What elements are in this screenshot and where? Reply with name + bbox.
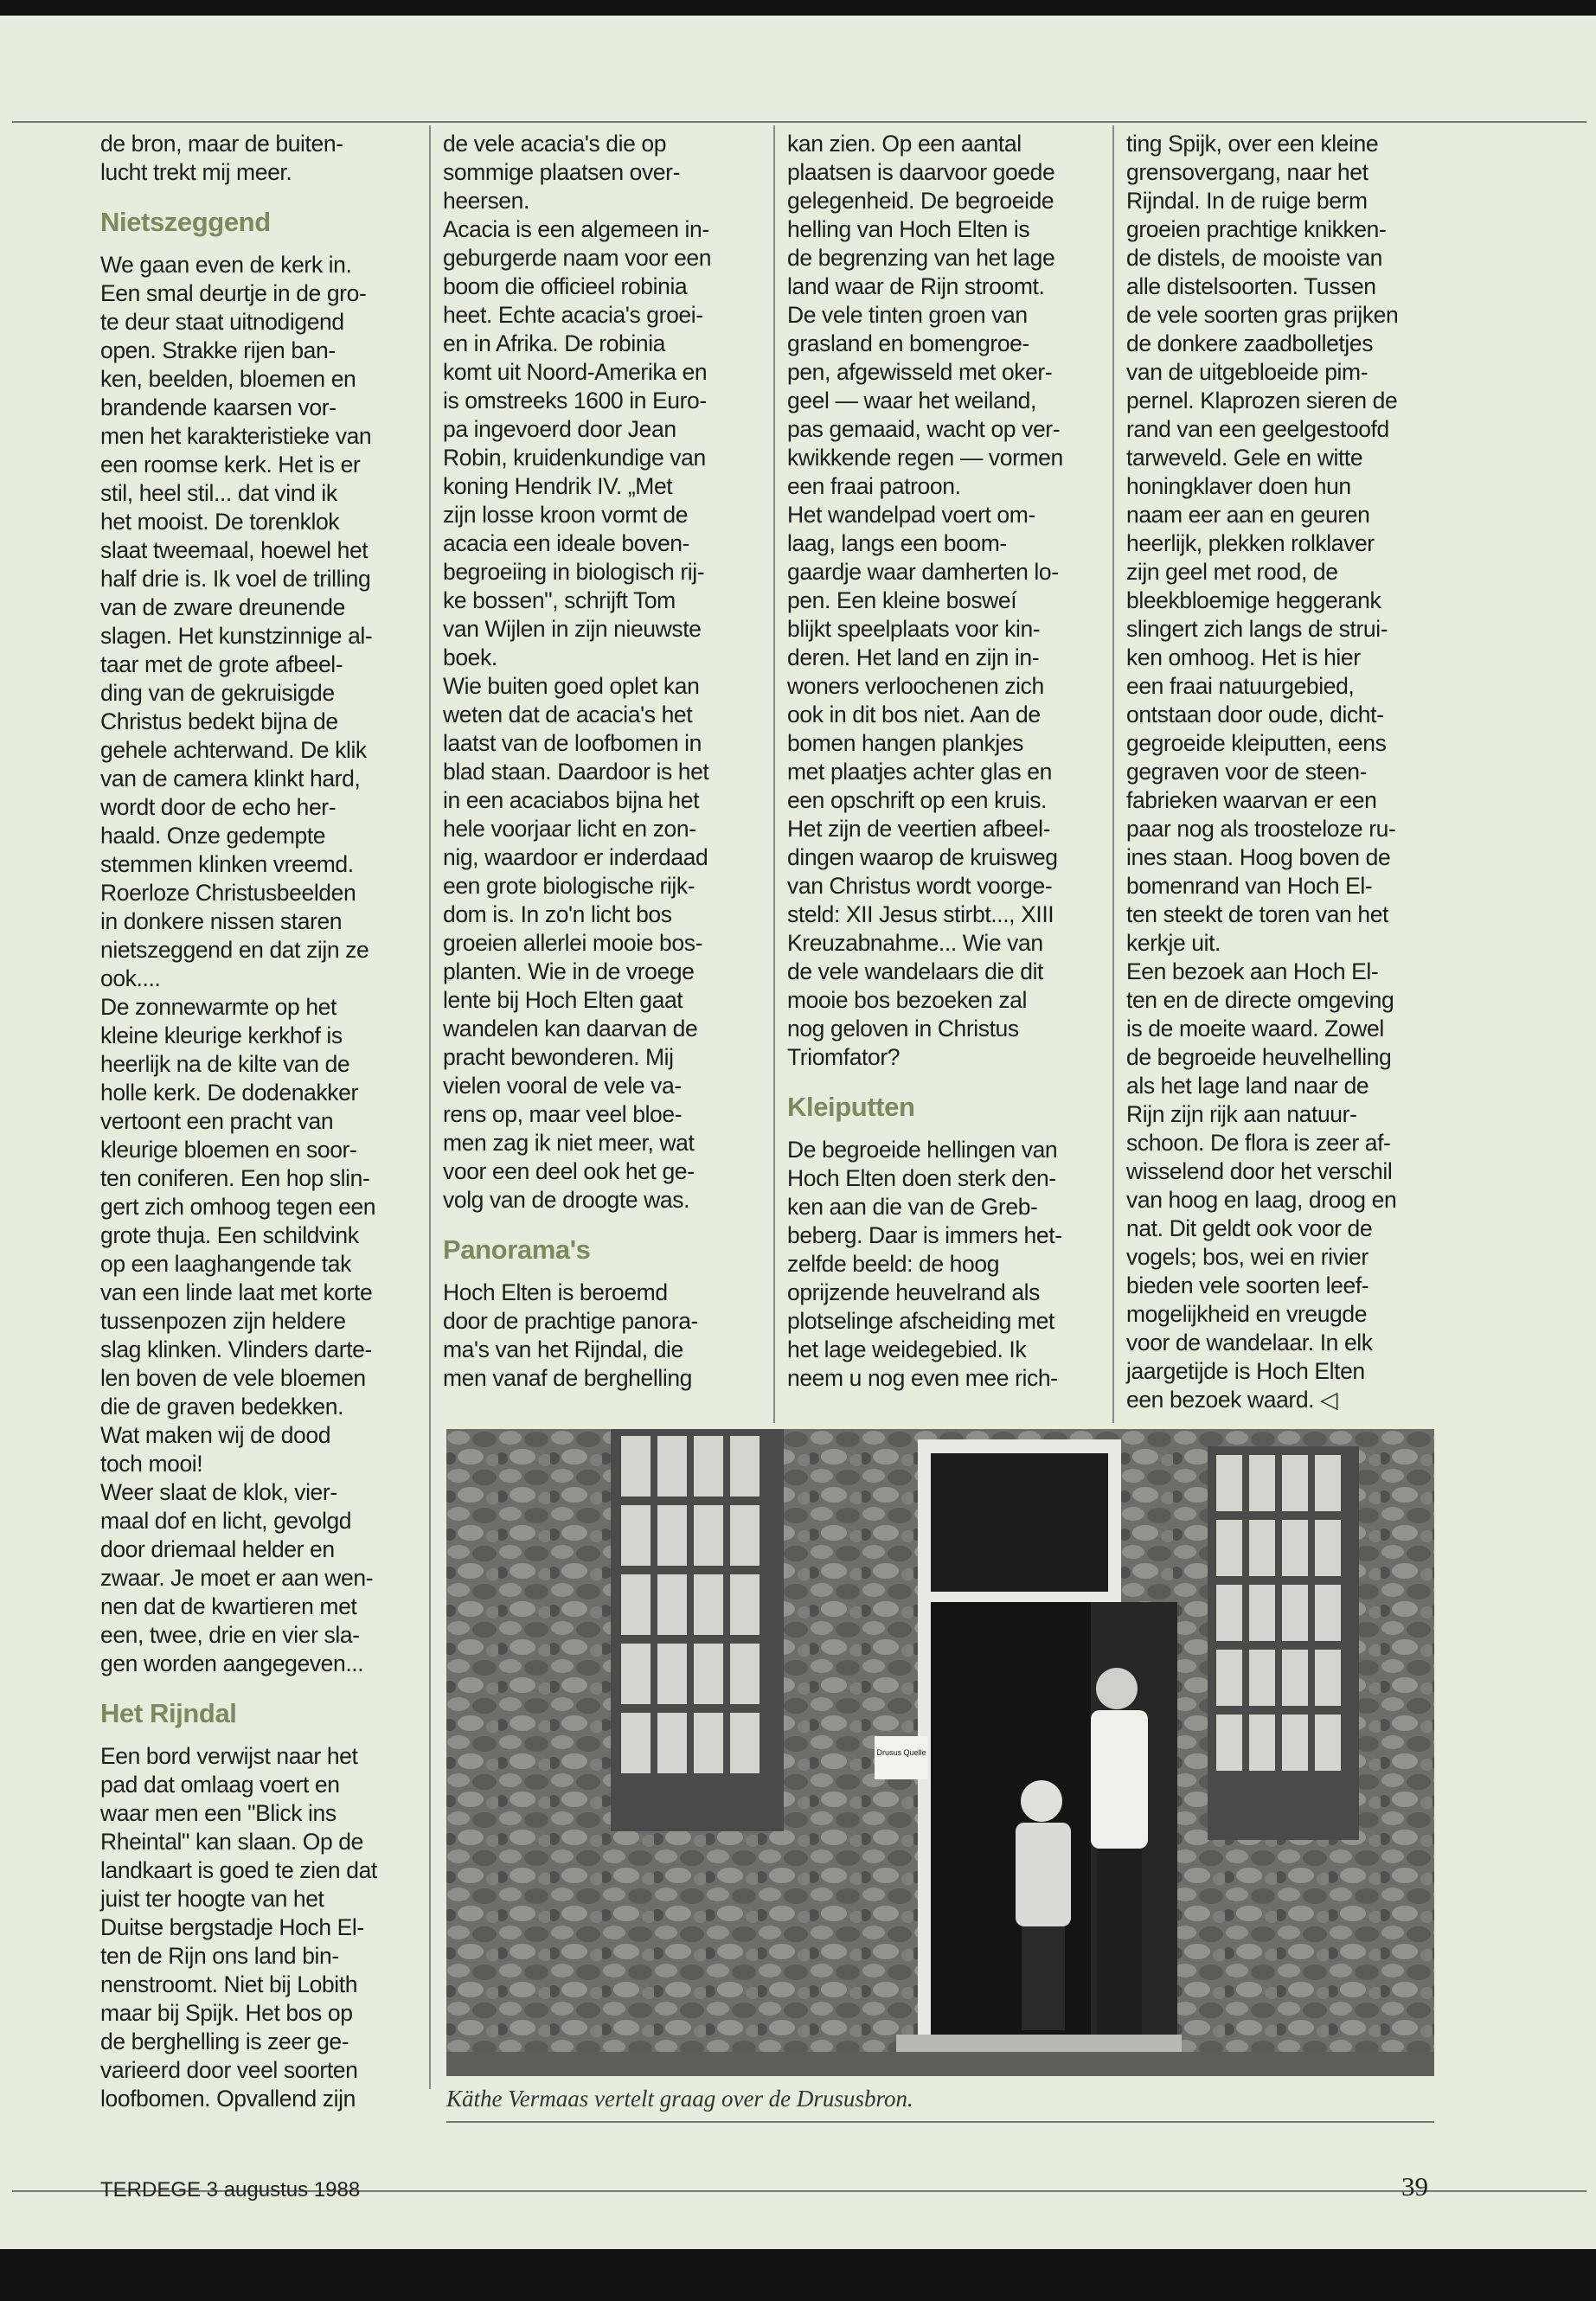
article-column-3 <box>787 130 1094 1393</box>
article-paragraph: Wie buiten goed oplet kan weten dat de acacia's het laatst van de loofbomen in blad staan. Daardoor is het in een acaciabos bijna het hele voorjaar licht en zon- nig, waardoor er inderdaad een grote biologische rijk- dom is. In zo'n licht bos groeien allerlei mooie bos- planten. Wie in de vroege lente bij Hoch Elten gaat wandelen kan daarvan de pracht bewonderen. Mij vielen vooral de vele va- rens op, maar veel bloe- men zag ik niet meer, wat voor een deel ook het ge- volg van de droogte was. <box>443 673 709 1213</box>
article-column-4 <box>1126 130 1438 1414</box>
scan-top-border <box>0 0 1596 16</box>
article-paragraph: De begroeide hellingen van Hoch Elten doen sterk den- ken aan die van de Greb- beberg. Daar is immers het- zelfde beeld: de hoog oprijzende heuvelrand als plotselinge afscheiding met het lage weidegebied. Ik neem u nog even mee rich- <box>787 1137 1062 1391</box>
article-paragraph: We gaan even de kerk in. Een smal deurtje in de gro- te deur staat uitnodigend open. Strakke rijen ban- ken, beelden, bloemen en brandende kaarsen vor- men het karakteristieke van een roomse kerk. Het is er stil, heel stil... dat vind ik het mooist. De torenklok slaat tweemaal, hoewel het half drie is. Ik voel de trilling van de zware dreunende slagen. Het kunstzinnige al- taar met de grote afbeel- ding van de gekruisigde Christus bedekt bijna de gehele achterwand. De klik van de camera klinkt hard, wordt door de echo her- haald. Onze gedempte stemmen klinken vreemd. Roerloze Christusbeelden in donkere nissen staren nietszeggend en dat zijn ze ook.... <box>100 252 373 991</box>
article-column-1 <box>100 130 416 2113</box>
photo-caption: Käthe Vermaas vertelt graag over de Drususbron. <box>446 2083 1434 2123</box>
column-rule <box>1112 125 1114 1423</box>
section-heading: Panorama's <box>443 1234 591 1265</box>
article-paragraph: Hoch Elten is beroemd door de prachtige panora- ma's van het Rijndal, die men vanaf de berghelling <box>443 1279 698 1391</box>
article-paragraph: de bron, maar de buiten- lucht trekt mij meer. <box>100 131 343 185</box>
photo-illustration <box>446 1429 1434 2076</box>
article-paragraph: kan zien. Op een aantal plaatsen is daarvoor goede gelegenheid. De begroeide helling van Hoch Elten is de begrenzing van het lage land waar de Rijn stroomt. De vele tinten groen van grasland en bomengroe- pen, afgewisseld met oker- geel — waar het weiland, pas gemaaid, wacht op ver- kwikkende regen — vormen een fraai patroon. <box>787 131 1063 499</box>
scan-bottom-border <box>0 2249 1596 2301</box>
doorway-sign-text: Drusus Quelle <box>876 1748 926 1757</box>
publication-footer: TERDEGE 3 augustus 1988 <box>100 2178 361 2202</box>
article-paragraph: de vele acacia's die op sommige plaatsen over- heersen. <box>443 131 680 214</box>
section-heading: Het Rijndal <box>100 1698 237 1728</box>
column-rule <box>429 125 431 2089</box>
article-paragraph: De zonnewarmte op het kleine kleurige kerkhof is heerlijk na de kilte van de holle kerk. De dodenakker vertoont een pracht van kleurige bloemen en soor- ten coniferen. Een hop slin- gert zich omhoog tegen een grote thuja. Een schildvink op een laaghangende tak van een linde laat met korte tussenpozen zijn heldere slag klinken. Vlinders darte- len boven de vele bloemen die de graven bedekken. Wat maken wij de dood toch mooi! <box>100 994 376 1477</box>
column-rule <box>773 125 775 1423</box>
article-paragraph: Acacia is een algemeen in- geburgerde naam voor een boom die officieel robinia heet. Echte acacia's groei- en in Afrika. De robinia komt uit Noord-Amerika en is omstreeks 1600 in Euro- pa ingevoerd door Jean Robin, kruidenkundige van koning Hendrik IV. „Met zijn losse kroon vormt de acacia een ideale boven- begroeiing in biologisch rij- ke bossen", schrijft Tom van Wijlen in zijn nieuwste boek. <box>443 216 712 670</box>
article-column-2 <box>443 130 763 1393</box>
article-paragraph: Een bezoek aan Hoch El- ten en de directe omgeving is de moeite waard. Zowel de begroeide heuvelhelling als het lage land naar de Rijn zijn rijk aan natuur- schoon. De flora is zeer af- wisselend door het verschil van hoog en laag, droog en nat. Dit geldt ook voor de vogels; bos, wei en rivier bieden vele soorten leef- mogelijkheid en vreugde voor de wandelaar. In elk jaargetijde is Hoch Elten een bezoek waard. ◁ <box>1126 958 1397 1413</box>
section-heading: Nietszeggend <box>100 207 271 237</box>
page-number: 39 <box>1401 2171 1428 2202</box>
section-heading: Kleiputten <box>787 1092 915 1122</box>
article-paragraph: ting Spijk, over een kleine grensovergang, naar het Rijndal. In de ruige berm groeien prachtige knikken- de distels, de mooiste van alle distelsoorten. Tussen de vele soorten gras prijken de donkere zaadbolletjes van de uitgebloeide pim- pernel. Klaprozen sieren de rand van een geelgestoofd tarweveld. Gele en witte honingklaver doen hun naam eer aan en geuren heerlijk, plekken rolklaver zijn geel met rood, de bleekbloemige heggerank slingert zich langs de strui- ken omhoog. Het is hier een fraai natuurgebied, ontstaan door oude, dicht- gegroeide kleiputten, eens gegraven voor de steen- fabrieken waarvan er een paar nog als troosteloze ru- ines staan. Hoog boven de bomenrand van Hoch El- ten steekt de toren van het kerkje uit. <box>1126 131 1399 956</box>
article-paragraph: Het wandelpad voert om- laag, langs een boom- gaardje waar damherten lo- pen. Een kleine bosweí blijkt speelplaats voor kin- deren. Het land en zijn in- woners verloochenen zich ook in dit bos niet. Aan de bomen hangen plankjes met plaatjes achter glas en een opschrift op een kruis. Het zijn de veertien afbeel- dingen waarop de kruisweg van Christus wordt voorge- steld: XII Jesus stirbt..., XIII Kreuzabnahme... Wie van de vele wandelaars die dit mooie bos bezoeken zal nog geloven in Christus Triomfator? <box>787 502 1059 1070</box>
article-paragraph: Een bord verwijst naar het pad dat omlaag voert en waar men een "Blick ins Rheintal" kan slaan. Op de landkaart is goed te zien dat juist ter hoogte van het Duitse bergstadje Hoch El- ten de Rijn ons land bin- nenstroomt. Niet bij Lobith maar bij Spijk. Het bos op de berghelling is zeer ge- varieerd door veel soorten loofbomen. Opvallend zijn <box>100 1743 377 2112</box>
church-doorway-photo <box>446 1429 1434 2076</box>
article-paragraph: Weer slaat de klok, vier- maal dof en licht, gevolgd door driemaal helder en zwaar. Je moet er aan wen- nen dat de kwartieren met een, twee, drie en vier sla- gen worden aangegeven... <box>100 1479 374 1676</box>
